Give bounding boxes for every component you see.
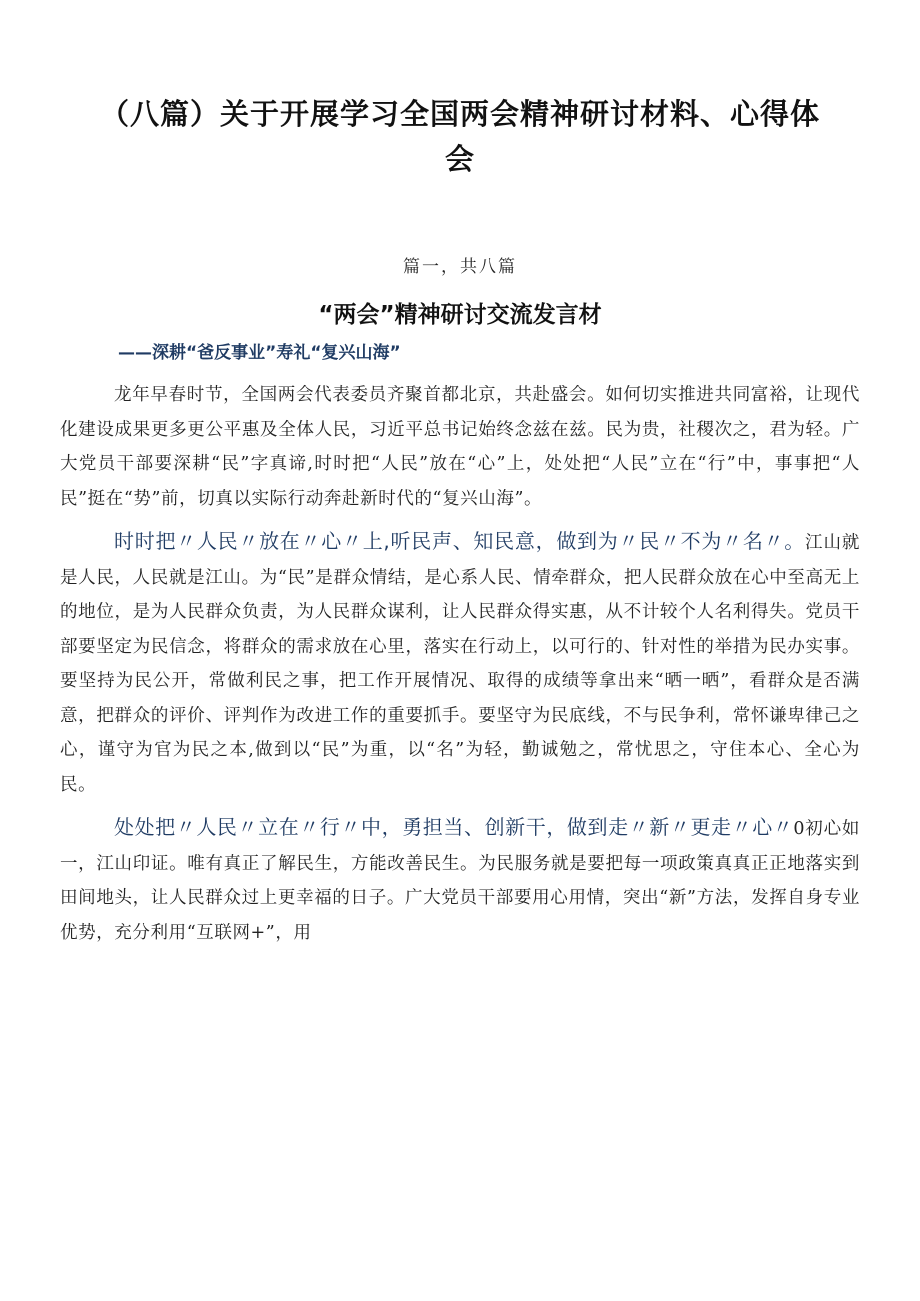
paragraph-section-2 bbox=[60, 810, 860, 950]
paragraph-section-1 bbox=[60, 524, 860, 802]
part-label: 篇一，共八篇 bbox=[403, 257, 517, 277]
paragraph-text: 江山就是人民，人民就是江山。为“民”是群众情结，是心系人民、情牵群众，把人民群众放在心中至高无上的地位，是为人民群众负责，为人民群众谋利，让人民群众得实惠，从不计较个人名利得失。党员干部要坚定为民信念，将群众的需求放在心里，落实在行动上，以可行的、针对性的举措为民办实事。要坚持为民公开，常做利民之事，把工作开展情况、取得的成绩等拿出来“晒一晒”，看群众是否满意，把群众的评价、评判作为改进工作的重要抓手。要坚守为民底线，不与民争利，常怀谦卑律己之心，谨守为官为民之本,做到以“民”为重，以“名”为轻，勤诚勉之，常忧思之，守住本心、全心为民。 bbox=[60, 533, 860, 795]
paragraph-intro bbox=[60, 378, 860, 516]
document-title: （八篇）关于开展学习全国两会精神研讨材料、心得体会 bbox=[100, 97, 821, 176]
paragraph-text: 0初心如一，江山印证。唯有真正了解民生，方能改善民生。为民服务就是要把每一项政策真真正正地落实到田间地头，让人民群众过上更幸福的日子。广大党员干部要用心用情，突出“新”方法，发挥自身专业优势，充分利用“互联网+”，用 bbox=[60, 819, 860, 943]
article-title: “两会”精神研讨交流发言材 bbox=[318, 302, 602, 328]
section-heading: 时时把〃人民〃放在〃心〃上,听民声、知民意，做到为〃民〃不为〃名〃。 bbox=[114, 529, 806, 553]
article-subtitle: ——深耕“爸反事业”寿礼“复兴山海” bbox=[118, 343, 401, 363]
paragraph-text: 龙年早春时节，全国两会代表委员齐聚首都北京，共赴盛会。如何切实推进共同富裕，让现代化建设成果更多更公平惠及全体人民，习近平总书记始终念兹在兹。民为贵，社稷次之，君为轻。广大党员干部要深耕“民”字真谛,时时把“人民”放在“心”上，处处把“人民”立在“行”中，事事把“人民”挺在“势”前，切真以实际行动奔赴新时代的“复兴山海”。 bbox=[60, 385, 860, 509]
section-heading: 处处把〃人民〃立在〃行〃中，勇担当、创新干，做到走〃新〃更走〃心〃 bbox=[114, 815, 794, 839]
